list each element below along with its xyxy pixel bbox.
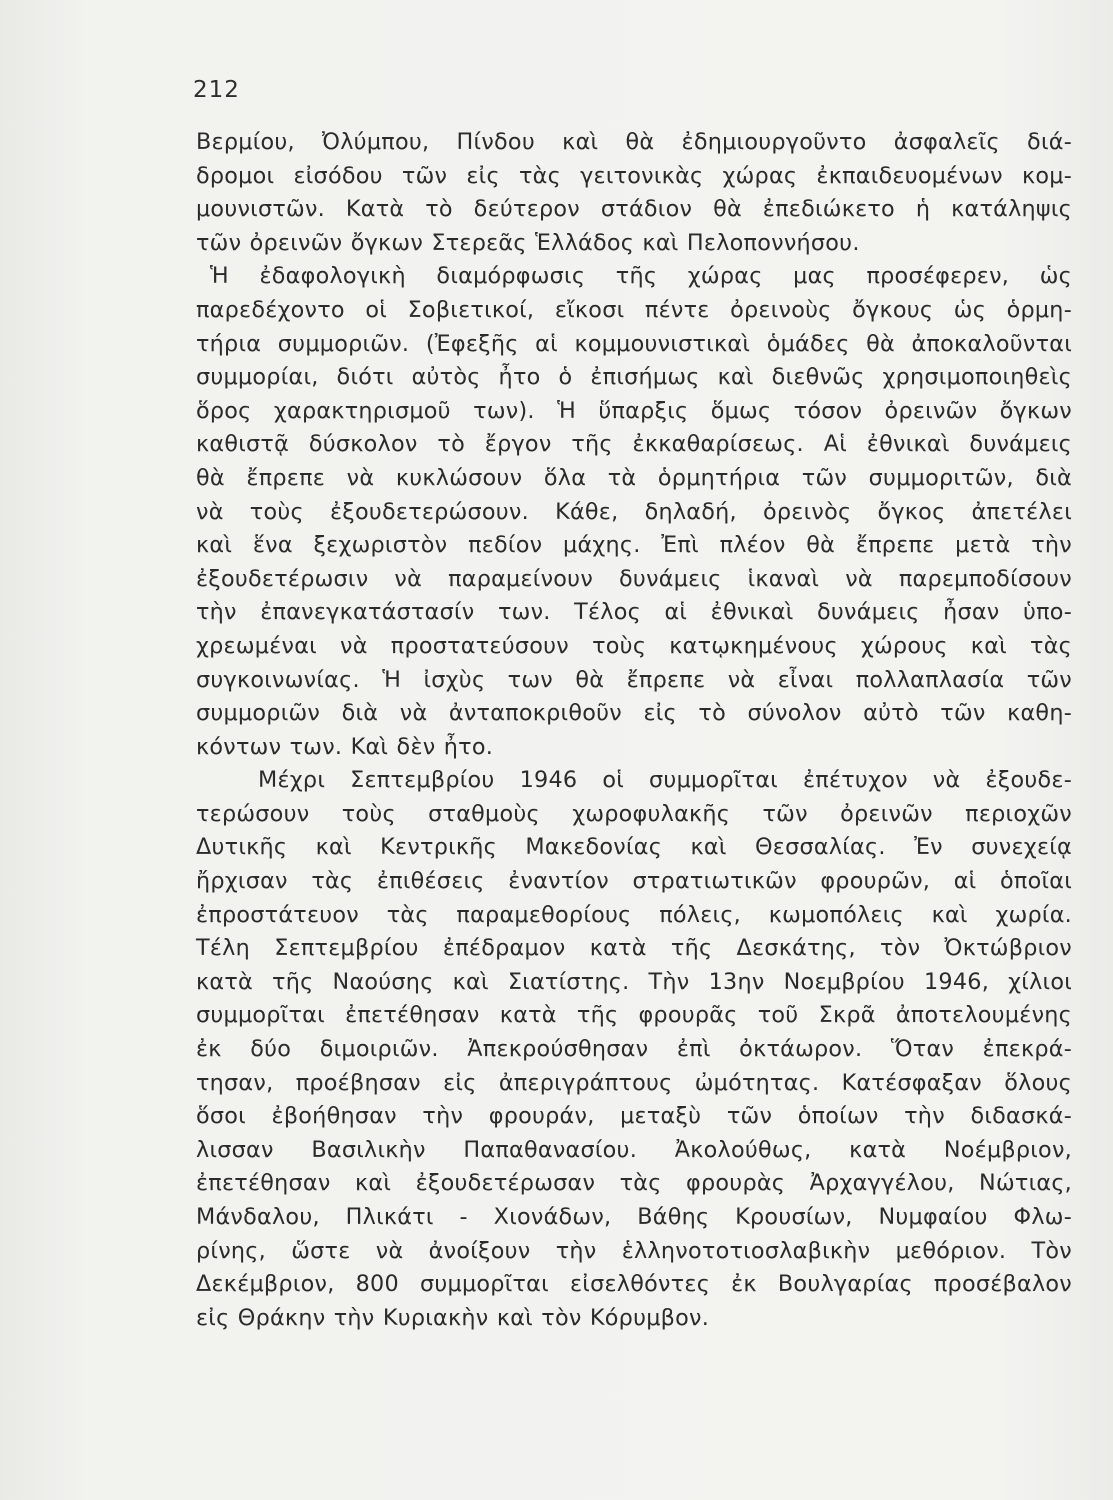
text-line: λισσαν Βασιλικὴν Παπαθανασίου. Ἀκολούθως, κατὰ Νοέμβριον, bbox=[196, 1136, 1072, 1163]
paragraph-start-line: Μέχρι Σεπτεμβρίου 1946 οἱ συμμορῖται ἐπέτυχον νὰ ἐξουδε- bbox=[258, 767, 1072, 794]
text-line: τησαν, προέβησαν εἰς ἀπεριγράπτους ὠμότητας. Κατέσφαξαν ὅλους bbox=[196, 1069, 1072, 1096]
text-line: μουνιστῶν. Κατὰ τὸ δεύτερον στάδιον θὰ ἐπεδιώκετο ἡ κατάληψις bbox=[196, 196, 1072, 223]
text-line: χρεωμέναι νὰ προστατεύσουν τοὺς κατῳκημένους χώρους καὶ τὰς bbox=[196, 632, 1072, 659]
text-line: καθιστᾷ δύσκολον τὸ ἔργον τῆς ἐκκαθαρίσεως. Αἱ ἐθνικαὶ δυνάμεις bbox=[196, 431, 1072, 458]
text-line: ἐπροστάτευον τὰς παραμεθορίους πόλεις, κωμοπόλεις καὶ χωρία. bbox=[196, 901, 1072, 928]
text-line: συμμορίαι, διότι αὐτὸς ἦτο ὁ ἐπισήμως καὶ διεθνῶς χρησιμοποιηθεὶς bbox=[196, 364, 1072, 391]
text-line: ἐπετέθησαν καὶ ἐξουδετέρωσαν τὰς φρουρὰς Ἀρχαγγέλου, Νώτιας, bbox=[196, 1170, 1072, 1197]
text-line: ἤρχισαν τὰς ἐπιθέσεις ἐναντίον στρατιωτικῶν φρουρῶν, αἱ ὁποῖαι bbox=[196, 868, 1072, 895]
text-line: Δεκέμβριον, 800 συμμορῖται εἰσελθόντες ἐκ Βουλγαρίας προσέβαλον bbox=[196, 1271, 1072, 1298]
text-line: δρομοι εἰσόδου τῶν εἰς τὰς γειτονικὰς χώρας ἐκπαιδευομένων κομ- bbox=[196, 162, 1072, 189]
text-line: συμμορῖται ἐπετέθησαν κατὰ τῆς φρουρᾶς τοῦ Σκρᾶ ἀποτελουμένης bbox=[196, 1002, 1072, 1029]
text-line: τήρια συμμοριῶν. (Ἐφεξῆς αἱ κομμουνιστικαὶ ὁμάδες θὰ ἀποκαλοῦνται bbox=[196, 330, 1072, 357]
text-line: συμμοριῶν διὰ νὰ ἀνταποκριθοῦν εἰς τὸ σύνολον αὐτὸ τῶν καθη- bbox=[196, 700, 1072, 727]
text-line: κόντων των. Καὶ δὲν ἦτο. bbox=[196, 733, 494, 760]
text-line: συγκοινωνίας. Ἡ ἰσχὺς των θὰ ἔπρεπε νὰ εἶναι πολλαπλασία τῶν bbox=[196, 666, 1072, 693]
text-line: Βερμίου, Ὀλύμπου, Πίνδου καὶ θὰ ἐδημιουργοῦντο ἀσφαλεῖς διά- bbox=[196, 129, 1072, 155]
body-text bbox=[196, 126, 1072, 1335]
text-line: τερώσουν τοὺς σταθμοὺς χωροφυλακῆς τῶν ὀρεινῶν περιοχῶν bbox=[196, 800, 1072, 827]
text-line: καὶ ἕνα ξεχωριστὸν πεδίον μάχης. Ἐπὶ πλέον θὰ ἔπρεπε μετὰ τὴν bbox=[196, 532, 1072, 559]
text-line: τῶν ὀρεινῶν ὄγκων Στερεᾶς Ἑλλάδος καὶ Πελοποννήσου. bbox=[196, 229, 860, 256]
text-line: ὅσοι ἐβοήθησαν τὴν φρουράν, μεταξὺ τῶν ὁποίων τὴν διδασκά- bbox=[196, 1103, 1072, 1130]
text-line: Μάνδαλου, Πλικάτι - Χιονάδων, Βάθης Κρουσίων, Νυμφαίου Φλω- bbox=[196, 1204, 1072, 1230]
text-line: νὰ τοὺς ἐξουδετερώσουν. Κάθε, δηλαδή, ὀρεινὸς ὄγκος ἀπετέλει bbox=[196, 498, 1072, 525]
text-line: Δυτικῆς καὶ Κεντρικῆς Μακεδονίας καὶ Θεσσαλίας. Ἐν συνεχείᾳ bbox=[196, 834, 1072, 861]
text-line: ἐξουδετέρωσιν νὰ παραμείνουν δυνάμεις ἱκαναὶ νὰ παρεμποδίσουν bbox=[196, 565, 1072, 592]
text-line: θὰ ἔπρεπε νὰ κυκλώσουν ὅλα τὰ ὁρμητήρια τῶν συμμοριτῶν, διὰ bbox=[196, 464, 1072, 491]
page-number: 212 bbox=[193, 77, 240, 103]
text-line: κατὰ τῆς Ναούσης καὶ Σιατίστης. Τὴν 13ην Νοεμβρίου 1946, χίλιοι bbox=[196, 968, 1072, 995]
text-line: ὅρος χαρακτηρισμοῦ των). Ἡ ὕπαρξις ὅμως τόσον ὀρεινῶν ὄγκων bbox=[196, 397, 1072, 424]
text-line: παρεδέχοντο οἱ Σοβιετικοί, εἴκοσι πέντε ὀρεινοὺς ὄγκους ὡς ὁρμη- bbox=[196, 296, 1072, 323]
text-line: ρίνης, ὥστε νὰ ἀνοίξουν τὴν ἑλληνοτοτιοσλαβικὴν μεθόριον. Τὸν bbox=[196, 1237, 1072, 1264]
paragraph-start-line: Ἡ ἐδαφολογικὴ διαμόρφωσις τῆς χώρας μας προσέφερεν, ὡς bbox=[210, 263, 1072, 290]
text-line: εἰς Θράκην τὴν Κυριακὴν καὶ τὸν Κόρυμβον. bbox=[196, 1304, 710, 1331]
text-line: Τέλη Σεπτεμβρίου ἐπέδραμον κατὰ τῆς Δεσκάτης, τὸν Ὀκτώβριον bbox=[196, 935, 1072, 962]
text-line: τὴν ἐπανεγκατάστασίν των. Τέλος αἱ ἐθνικαὶ δυνάμεις ἦσαν ὑπο- bbox=[196, 599, 1072, 626]
text-line: ἐκ δύο διμοιριῶν. Ἀπεκρούσθησαν ἐπὶ ὀκτάωρον. Ὅταν ἐπεκρά- bbox=[196, 1036, 1072, 1063]
